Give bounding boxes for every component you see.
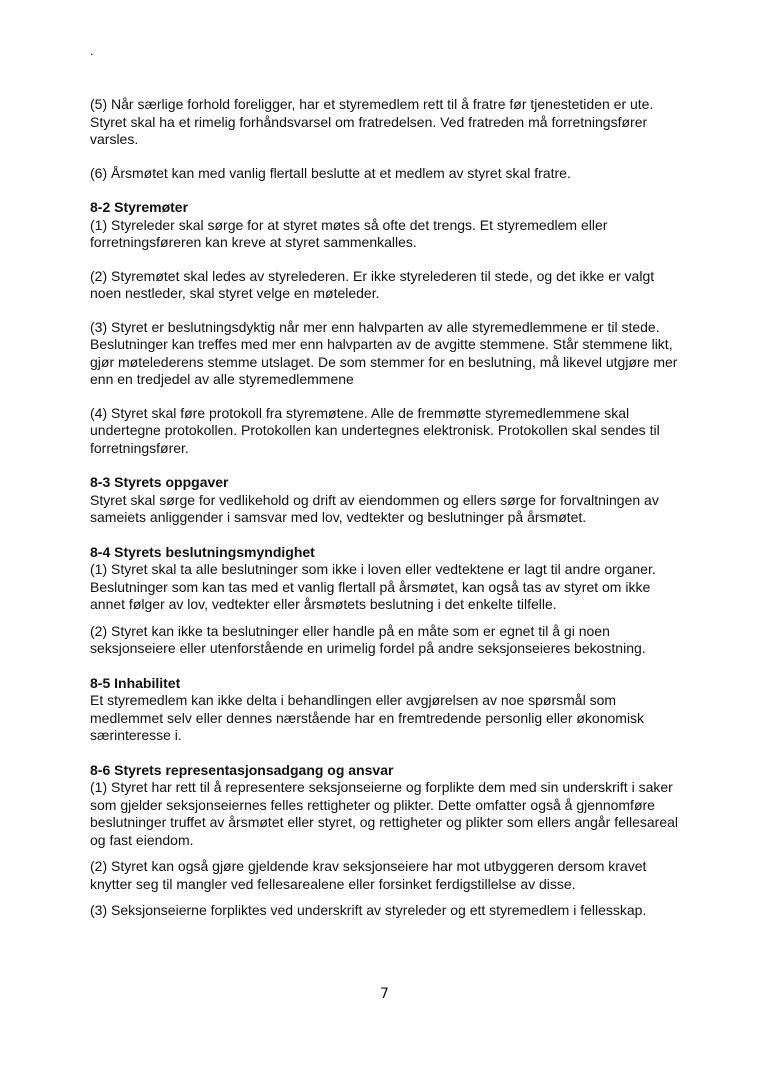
paragraph-8-5: Et styremedlem kan ikke delta i behandlingen eller avgjørelsen av noe spørsmål som medlemmet selv eller dennes nærstående har en fremtredende personlig eller økonomisk særinteresse i. xyxy=(90,692,645,743)
header-mark: . xyxy=(90,44,94,58)
paragraph-8-2-2: (2) Styremøtet skal ledes av styrelederen. Er ikke styrelederen til stede, og det ikke er valgt noen nestleder, skal styret velge en møteleder. xyxy=(90,267,655,301)
page-number: 7 xyxy=(380,986,389,1002)
section-heading-8-2: 8-2 Styremøter xyxy=(90,199,189,215)
paragraph-8-6-3: (3) Seksjonseierne forpliktes ved underskrift av styreleder og ett styremedlem i fellesskap. xyxy=(90,902,647,918)
paragraph-8-6-1: (1) Styret har rett til å representere seksjonseierne og forplikte dem med sin underskrift i saker som gjelder seksjonseiernes felles rettigheter og plikter. Dette omfatter også å gjennomføre beslutninger truffet av årsmøtet eller styret, og rettigheter og plikter som ellers angår fellesareal og fast eiendom. xyxy=(90,779,679,848)
section-heading-8-4: 8-4 Styrets beslutningsmyndighet xyxy=(90,543,315,560)
section-heading-8-3: 8-3 Styrets oppgaver xyxy=(90,474,229,490)
section-heading-8-6: 8-6 Styrets representasjonsadgang og ansvar xyxy=(90,761,394,778)
paragraph-6-removal: (6) Årsmøtet kan med vanlig flertall beslutte at et medlem av styret skal fratre. xyxy=(90,164,571,181)
paragraph-5-resignation: (5) Når særlige forhold foreligger, har et styremedlem rett til å fratre før tjenestetiden er ute. Styret skal ha et rimelig forhåndsvarsel om fratredelsen. Ved fratreden må forretningsfører varsles. xyxy=(90,96,654,147)
paragraph-8-2-4: (4) Styret skal føre protokoll fra styremøtene. Alle de fremmøtte styremedlemmene skal undertegne protokollen. Protokollen kan undertegnes elektronisk. Protokollen skal sendes til forretningsfører. xyxy=(90,404,660,456)
document-body xyxy=(90,96,680,920)
paragraph-8-4-1: (1) Styret skal ta alle beslutninger som ikke i loven eller vedtektene er lagt til andre organer. Beslutninger som kan tas med et vanlig flertall på årsmøtet, kan også tas av styret om ikke annet følger av lov, vedtekter eller årsmøtets beslutning i det enkelte tilfelle. xyxy=(90,561,656,612)
paragraph-8-6-2: (2) Styret kan også gjøre gjeldende krav seksjonseiere har mot utbyggeren dersom kravet knytter seg til mangler ved fellesarealene eller forsinket ferdigstillelse av disse. xyxy=(90,858,647,892)
section-heading-8-5: 8-5 Inhabilitet xyxy=(90,674,181,691)
paragraph-8-2-1: (1) Styreleder skal sørge for at styret møtes så ofte det trengs. Et styremedlem eller forretningsføreren kan kreve at styret sammenkalles. xyxy=(90,216,608,250)
paragraph-8-4-2: (2) Styret kan ikke ta beslutninger eller handle på en måte som er egnet til å gi noen seksjonseiere eller utenforstående en urimelig fordel på andre seksjonseieres bekostning. xyxy=(90,622,646,656)
paragraph-8-3: Styret skal sørge for vedlikehold og drift av eiendommen og ellers sørge for forvaltningen av sameiets anliggender i samsvar med lov, vedtekter og beslutninger på årsmøtet. xyxy=(90,491,659,525)
paragraph-8-2-3: (3) Styret er beslutningsdyktig når mer enn halvparten av alle styremedlemmene er til stede. Beslutninger kan treffes med mer enn halvparten av de avgitte stemmene. Står stemmene likt, gjør møtelederens stemme utslaget. De som stemmer for en beslutning, må likevel utgjøre mer enn en tredjedel av alle styremedlemmene xyxy=(90,318,678,387)
